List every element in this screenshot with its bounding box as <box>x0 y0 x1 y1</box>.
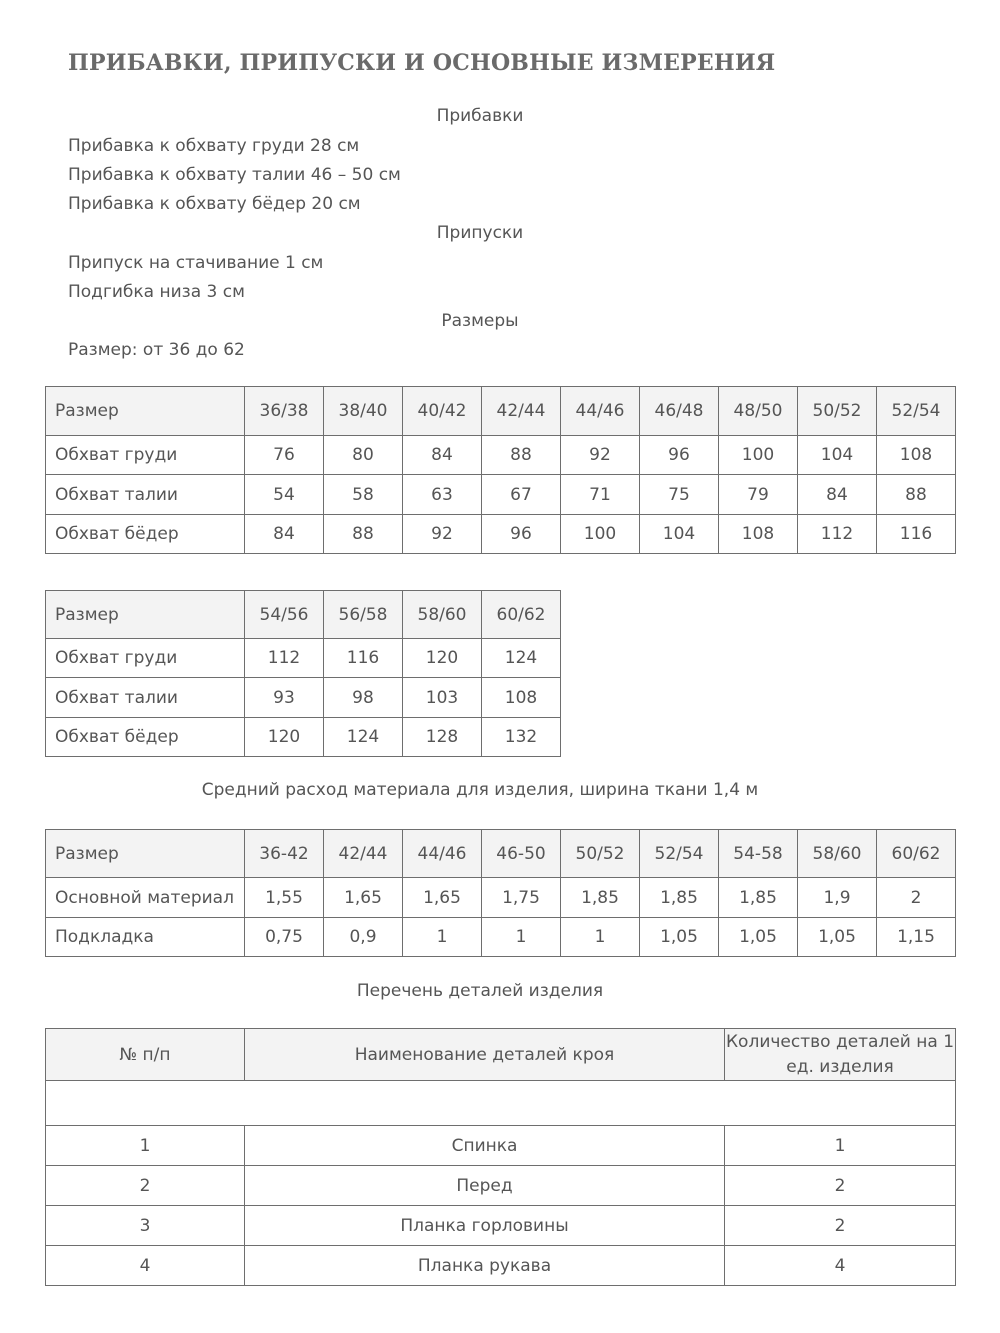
header-cell: 46/48 <box>640 387 719 436</box>
header-cell: Размер <box>46 387 245 436</box>
header-cell: 40/42 <box>403 387 482 436</box>
table-cell: 104 <box>798 436 877 475</box>
table-cell: 2 <box>725 1166 956 1206</box>
header-cell: 44/46 <box>403 830 482 878</box>
table-cell: 112 <box>798 515 877 554</box>
table-cell: 1 <box>403 918 482 957</box>
row-label: Обхват талии <box>46 475 245 515</box>
table-cell: 124 <box>482 639 561 678</box>
table-cell: 67 <box>482 475 561 515</box>
table-cell: Перед <box>245 1166 725 1206</box>
table-cell: 1,15 <box>877 918 956 957</box>
table-cell: 84 <box>245 515 324 554</box>
table-row <box>46 1166 956 1206</box>
seams-heading: Припуски <box>436 223 524 243</box>
header-cell: 60/62 <box>877 830 956 878</box>
table-header-row <box>46 1029 956 1081</box>
table-cell: Спинка <box>245 1126 725 1166</box>
header-cell: 46-50 <box>482 830 561 878</box>
allowance-waist: Прибавка к обхвату талии 46 – 50 см <box>68 165 401 185</box>
sizes-heading: Размеры <box>441 311 519 331</box>
table-cell: 108 <box>719 515 798 554</box>
table-cell: 58 <box>324 475 403 515</box>
size-range: Размер: от 36 до 62 <box>68 340 245 360</box>
table-row <box>46 918 956 957</box>
table-cell: 80 <box>324 436 403 475</box>
table-cell: 128 <box>403 718 482 757</box>
table-cell: 88 <box>482 436 561 475</box>
table-row <box>46 515 956 554</box>
header-cell: 54/56 <box>245 591 324 639</box>
header-cell: 38/40 <box>324 387 403 436</box>
header-cell: 58/60 <box>798 830 877 878</box>
header-cell: Размер <box>46 830 245 878</box>
table-cell: 104 <box>640 515 719 554</box>
table-cell: 3 <box>46 1206 245 1246</box>
table-cell: 79 <box>719 475 798 515</box>
row-label: Основной материал <box>46 878 245 918</box>
header-cell: 52/54 <box>877 387 956 436</box>
table-cell: 108 <box>482 678 561 718</box>
table-cell: 4 <box>725 1246 956 1286</box>
table-cell: 108 <box>877 436 956 475</box>
table-row <box>46 1246 956 1286</box>
measurements-table-1 <box>45 386 956 554</box>
header-cell: 42/44 <box>324 830 403 878</box>
table-cell: 1,65 <box>324 878 403 918</box>
parts-table <box>45 1028 956 1286</box>
table-cell: 88 <box>877 475 956 515</box>
row-label: Обхват талии <box>46 678 245 718</box>
table-cell: 96 <box>640 436 719 475</box>
header-cell: 36-42 <box>245 830 324 878</box>
consumption-heading: Средний расход материала для изделия, ширина ткани 1,4 м <box>201 780 759 800</box>
table-cell: 63 <box>403 475 482 515</box>
table-cell: 103 <box>403 678 482 718</box>
table-cell: 1 <box>482 918 561 957</box>
header-cell: 36/38 <box>245 387 324 436</box>
header-cell: 42/44 <box>482 387 561 436</box>
table-cell: 88 <box>324 515 403 554</box>
table-cell: 1,85 <box>719 878 798 918</box>
table-cell: 120 <box>245 718 324 757</box>
header-cell: Наименование деталей кроя <box>245 1029 725 1081</box>
table-row-empty <box>46 1081 956 1126</box>
table-cell: 1,85 <box>640 878 719 918</box>
table-cell: 124 <box>324 718 403 757</box>
table-header-row <box>46 387 956 436</box>
row-label: Обхват бёдер <box>46 515 245 554</box>
table-cell: Планка рукава <box>245 1246 725 1286</box>
empty-cell <box>46 1081 956 1126</box>
table-cell: 93 <box>245 678 324 718</box>
table-cell: 1 <box>561 918 640 957</box>
table-row <box>46 718 561 757</box>
row-label: Обхват бёдер <box>46 718 245 757</box>
table-cell: Планка горловины <box>245 1206 725 1246</box>
table-cell: 1 <box>725 1126 956 1166</box>
header-cell: 54-58 <box>719 830 798 878</box>
header-cell: 52/54 <box>640 830 719 878</box>
table-row <box>46 436 956 475</box>
header-cell: 50/52 <box>561 830 640 878</box>
table-cell: 132 <box>482 718 561 757</box>
table-row <box>46 1206 956 1246</box>
table-cell: 112 <box>245 639 324 678</box>
consumption-table <box>45 829 956 957</box>
table-cell: 84 <box>403 436 482 475</box>
header-cell: Количество деталей на 1 ед. изделия <box>725 1029 956 1081</box>
header-cell: 48/50 <box>719 387 798 436</box>
table-cell: 75 <box>640 475 719 515</box>
table-cell: 2 <box>725 1206 956 1246</box>
table-cell: 120 <box>403 639 482 678</box>
table-cell: 0,75 <box>245 918 324 957</box>
row-label: Обхват груди <box>46 639 245 678</box>
table-cell: 92 <box>561 436 640 475</box>
table-cell: 1,65 <box>403 878 482 918</box>
table-row <box>46 639 561 678</box>
table-cell: 1,05 <box>640 918 719 957</box>
table-cell: 98 <box>324 678 403 718</box>
seam-allowance: Припуск на стачивание 1 см <box>68 253 324 273</box>
table-cell: 54 <box>245 475 324 515</box>
table-cell: 1,55 <box>245 878 324 918</box>
allowance-chest: Прибавка к обхвату груди 28 см <box>68 136 360 156</box>
page-title: ПРИБАВКИ, ПРИПУСКИ И ОСНОВНЫЕ ИЗМЕРЕНИЯ <box>68 50 776 76</box>
table-cell: 2 <box>46 1166 245 1206</box>
hem-allowance: Подгибка низа 3 см <box>68 282 245 302</box>
table-cell: 84 <box>798 475 877 515</box>
header-cell: Размер <box>46 591 245 639</box>
header-cell: № п/п <box>46 1029 245 1081</box>
row-label: Подкладка <box>46 918 245 957</box>
table-cell: 1,9 <box>798 878 877 918</box>
table-row <box>46 678 561 718</box>
table-cell: 0,9 <box>324 918 403 957</box>
table-cell: 4 <box>46 1246 245 1286</box>
row-label: Обхват груди <box>46 436 245 475</box>
table-cell: 92 <box>403 515 482 554</box>
table-cell: 2 <box>877 878 956 918</box>
table-cell: 116 <box>324 639 403 678</box>
header-cell: 56/58 <box>324 591 403 639</box>
allowances-heading: Прибавки <box>436 106 524 126</box>
table-cell: 76 <box>245 436 324 475</box>
table-header-row <box>46 830 956 878</box>
table-cell: 96 <box>482 515 561 554</box>
table-row <box>46 475 956 515</box>
header-cell: 44/46 <box>561 387 640 436</box>
table-header-row <box>46 591 561 639</box>
header-cell: 50/52 <box>798 387 877 436</box>
table-row <box>46 1126 956 1166</box>
table-cell: 100 <box>719 436 798 475</box>
allowance-hips: Прибавка к обхвату бёдер 20 см <box>68 194 361 214</box>
table-cell: 1,75 <box>482 878 561 918</box>
measurements-table-2 <box>45 590 561 757</box>
table-cell: 1,05 <box>798 918 877 957</box>
table-row <box>46 878 956 918</box>
table-cell: 116 <box>877 515 956 554</box>
table-cell: 1,85 <box>561 878 640 918</box>
table-cell: 1 <box>46 1126 245 1166</box>
header-cell: 60/62 <box>482 591 561 639</box>
table-cell: 71 <box>561 475 640 515</box>
parts-heading: Перечень деталей изделия <box>356 981 604 1001</box>
table-cell: 100 <box>561 515 640 554</box>
table-cell: 1,05 <box>719 918 798 957</box>
header-cell: 58/60 <box>403 591 482 639</box>
